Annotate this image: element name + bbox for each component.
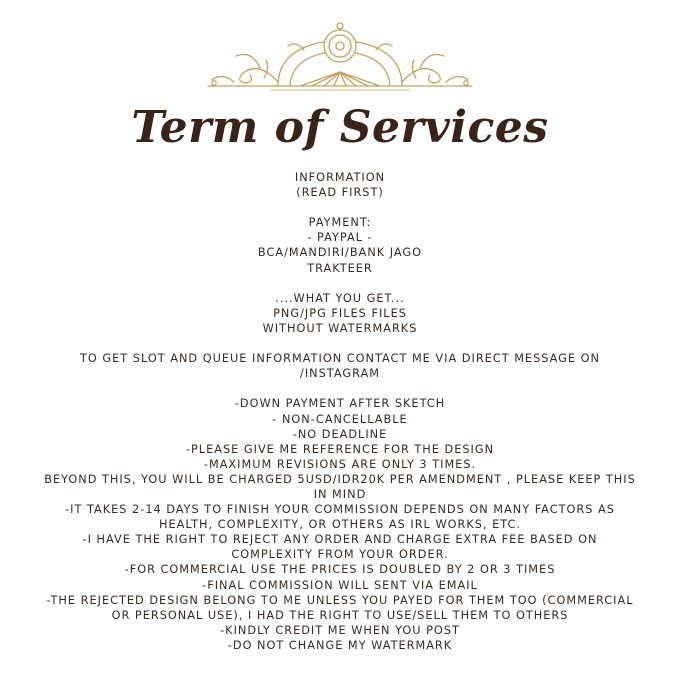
rule-line: -FINAL COMMISSION WILL SENT VIA EMAIL	[202, 578, 478, 592]
rule-line: -THE REJECTED DESIGN BELONG TO ME UNLESS YOU PAYED FOR THEM TOO (COMMERCIAL	[46, 593, 634, 607]
contact-line: /INSTAGRAM	[300, 367, 380, 381]
deliverables-line: ....WHAT YOU GET...	[275, 291, 405, 305]
info-line: (READ FIRST)	[296, 186, 384, 200]
payment-line: BCA/MANDIRI/BANK JAGO	[257, 246, 423, 260]
page-title: Term of Services	[131, 102, 549, 153]
rule-line: COMPLEXITY FROM YOUR ORDER.	[231, 548, 449, 562]
rule-line: -FOR COMMERCIAL USE THE PRICES IS DOUBLED BY 2 OR 3 TIMES	[124, 563, 556, 577]
rule-line: -DO NOT CHANGE MY WATERMARK	[227, 638, 453, 652]
rule-line: HEALTH, COMPLEXITY, OR OTHERS AS IRL WORKS, ETC.	[159, 518, 521, 532]
rule-line: -DOWN PAYMENT AFTER SKETCH	[234, 397, 446, 411]
rules-section	[20, 396, 660, 653]
payment-line: PAYMENT:	[308, 216, 372, 230]
rule-line: OR PERSONAL USE), I HAD THE RIGHT TO USE/SELL THEM TO OTHERS	[111, 608, 569, 622]
info-section	[20, 170, 660, 200]
tos-content	[20, 170, 660, 653]
deliverables-line: WITHOUT WATERMARKS	[262, 321, 418, 335]
rule-line: BEYOND THIS, YOU WILL BE CHARGED 5USD/IDR20K PER AMENDMENT , PLEASE KEEP THIS	[44, 472, 636, 486]
deliverables-line: PNG/JPG FILES FILES	[273, 306, 407, 320]
rule-line: -IT TAKES 2-14 DAYS TO FINISH YOUR COMMISSION DEPENDS ON MANY FACTORS AS	[65, 503, 615, 517]
deliverables-section	[20, 291, 660, 336]
rule-line: -KINDLY CREDIT ME WHEN YOU POST	[220, 623, 460, 637]
rule-line: -NO DEADLINE	[292, 427, 388, 441]
rule-line: -PLEASE GIVE ME REFERENCE FOR THE DESIGN	[185, 442, 495, 456]
rule-line: IN MIND	[313, 487, 367, 501]
rule-line: - NON-CANCELLABLE	[272, 412, 408, 426]
payment-section	[20, 215, 660, 275]
ornament-crest-icon	[200, 20, 480, 95]
contact-line: TO GET SLOT AND QUEUE INFORMATION CONTACT ME VIA DIRECT MESSAGE ON	[80, 352, 600, 366]
contact-section	[20, 351, 660, 381]
rule-line: -MAXIMUM REVISIONS ARE ONLY 3 TIMES.	[203, 457, 477, 471]
info-line: INFORMATION	[294, 171, 386, 184]
payment-line: - PAYPAL -	[307, 231, 373, 245]
payment-line: TRAKTEER	[307, 261, 373, 275]
rule-line: -I HAVE THE RIGHT TO REJECT ANY ORDER AND CHARGE EXTRA FEE BASED ON	[82, 533, 598, 547]
